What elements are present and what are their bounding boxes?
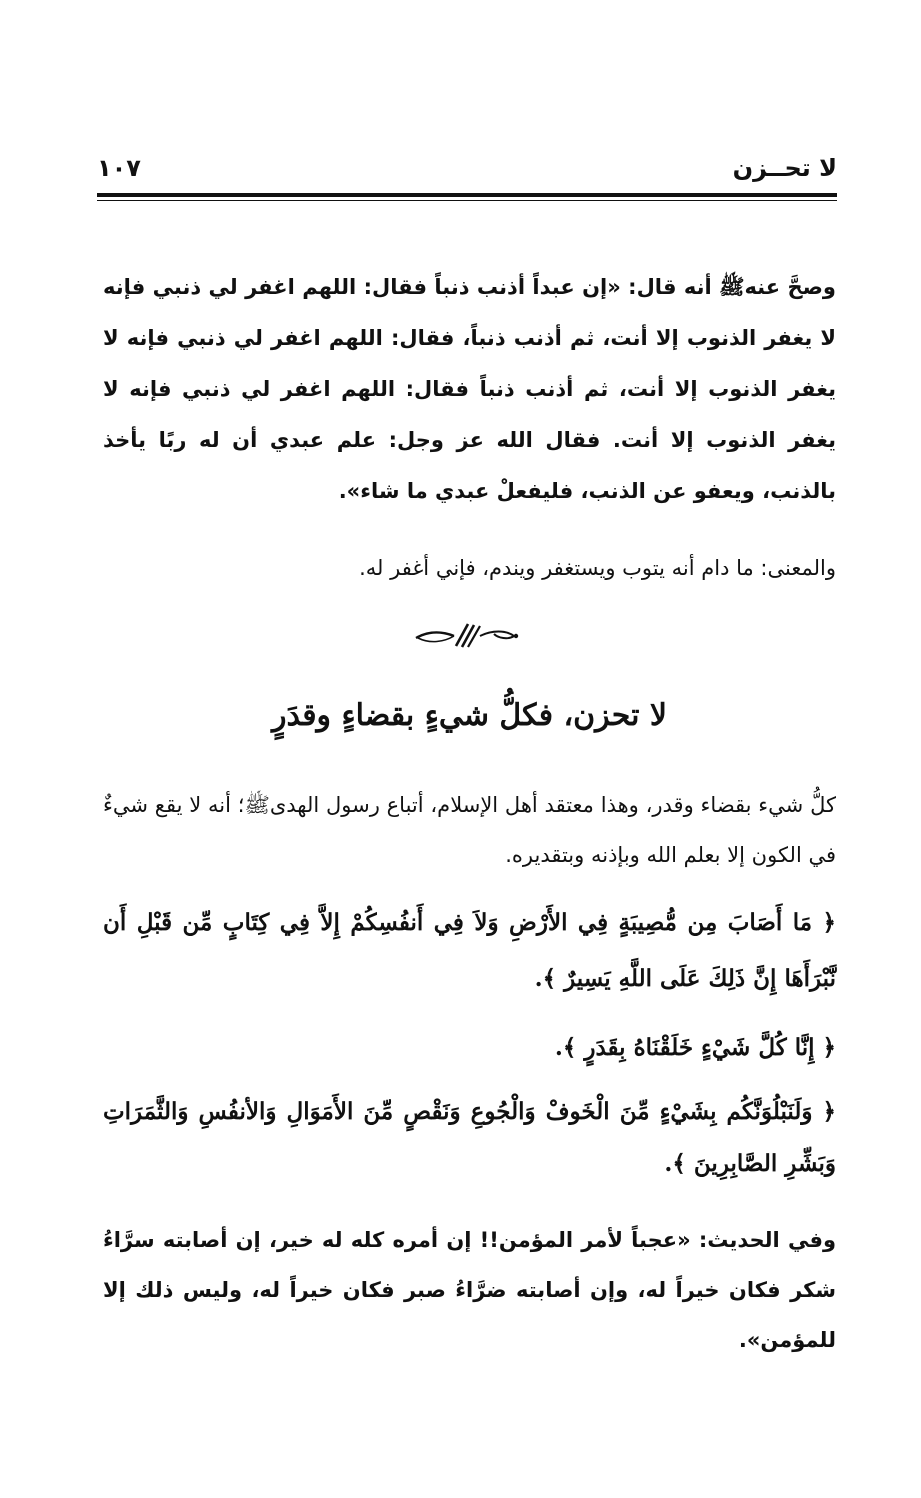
- header-rule-thin: [97, 200, 837, 201]
- meaning-paragraph: والمعنى: ما دام أنه يتوب ويستغفر ويندم، فإني أغفر له.: [359, 556, 836, 580]
- decorative-flourish-icon: [410, 616, 522, 656]
- section-heading: لا تحزن، فكلُّ شيءٍ بقضاءٍ وقدَرٍ: [271, 698, 668, 733]
- quran-verse-musiba: ﴿ مَا أَصَابَ مِن مُّصِيبَةٍ فِي الأَرْضِ وَلاَ فِي أَنفُسِكُمْ إِلاَّ فِي كِتَابٍ مِّن قَبْلِ أَن نَّبْرَأَهَا إِنَّ ذَلِكَ عَلَى اللَّهِ يَسِيرٌ ﴾.: [103, 909, 836, 992]
- running-title: لا تحــزن: [732, 154, 837, 182]
- page-header: [97, 152, 837, 188]
- quran-verse-qadar: ﴿ إِنَّا كُلَّ شَيْءٍ خَلَقْنَاهُ بِقَدَرٍ ﴾.: [554, 1034, 836, 1061]
- hadith-believer-paragraph: وفي الحديث: «عجباً لأمر المؤمن!! إن أمره كله له خير، إن أصابته سرَّاءُ شكر فكان خيراً له، وإن أصابته ضرَّاءُ صبر فكان خيراً له، وليس ذلك إلا للمؤمن».: [103, 1228, 836, 1352]
- hadith-forgiveness-paragraph: وصحَّ عنهﷺ أنه قال: «إن عبداً أذنب ذنباً فقال: اللهم اغفر لي ذنبي فإنه لا يغفر الذنوب إلا أنت، ثم أذنب ذنباً، فقال: اللهم اغفر لي ذنبي فإنه لا يغفر الذنوب إلا أنت، ثم أذنب ذنباً فقال: اللهم اغفر لي ذنبي فإنه لا يغفر الذنوب إلا أنت. فقال الله عز وجل: علم عبدي أن له ربًا يأخذ بالذنب، ويعفو عن الذنب، فليفعلْ عبدي ما شاء».: [103, 275, 836, 503]
- header-rule-thick: [97, 193, 837, 197]
- quran-verse-trial: ﴿ وَلَنَبْلُوَنَّكُم بِشَيْءٍ مِّنَ الْخَوفْ وَالْجُوعِ وَنَقْصٍ مِّنَ الأَمَوَالِ وَالأنفُسِ وَالثَّمَرَاتِ وَبَشِّرِ الصَّابِرِينَ ﴾.: [103, 1098, 836, 1177]
- page-number: ١٠٧: [97, 154, 141, 182]
- qadar-intro-paragraph: كلُّ شيء بقضاء وقدر، وهذا معتقد أهل الإسلام، أتباع رسول الهدىﷺ؛ أنه لا يقع شيءٌ في الكون إلا بعلم الله وبإذنه وبتقديره.: [103, 793, 836, 867]
